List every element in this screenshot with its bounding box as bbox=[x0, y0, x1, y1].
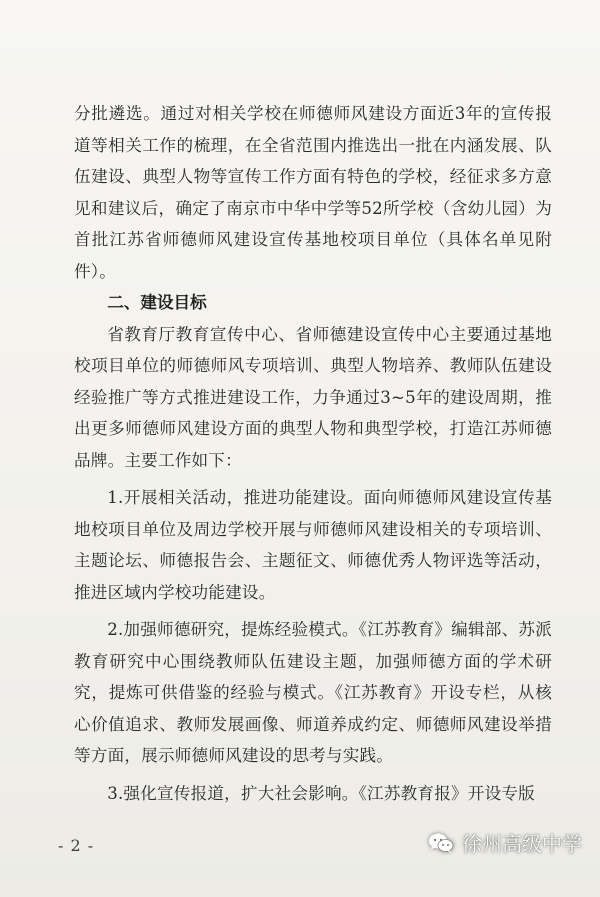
paragraph-intro: 分批遴选。通过对相关学校在师德师风建设方面近3年的宣传报道等相关工作的梳理，在全省范围内推选出一批在内涵发展、队伍建设、典型人物等宣传工作方面有特色的学校，经征求多方意见和建议后，确定了南京市中华中学等52所学校（含幼儿园）为首批江苏省师德师风建设宣传基地校项目单位（具体名单见附件）。 bbox=[74, 104, 552, 281]
wechat-icon bbox=[428, 832, 454, 854]
paragraph-goals: 省教育厅教育宣传中心、省师德建设宣传中心主要通过基地校项目单位的师德师风专项培训、典型人物培养、教师队伍建设经验推广等方式推进建设工作，力争通过3~5年的建设周期，推出更多师德师风建设方面的典型人物和典型学校，打造江苏师德品牌。主要工作如下： bbox=[74, 324, 552, 470]
watermark bbox=[428, 828, 582, 857]
watermark-label: 徐州高级中学 bbox=[462, 832, 582, 856]
paragraph-item-1: 1.开展相关活动，推进功能建设。面向师德师风建设宣传基地校项目单位及周边学校开展与师德师风建设相关的专项培训、主题论坛、师德报告会、主题征文、师德优秀人物评选等活动，推进区域内学校功能建设。 bbox=[74, 488, 552, 602]
document-body bbox=[74, 98, 552, 809]
section-heading-goals: 二、建设目标 bbox=[107, 293, 207, 312]
paragraph-item-3: 3.强化宣传报道，扩大社会影响。《江苏教育报》开设专版 bbox=[107, 783, 535, 803]
paragraph-item-2: 2.加强师德研究，提炼经验模式。《江苏教育》编辑部、苏派教育研究中心围绕教师队伍建设主题，加强师德方面的学术研究，提炼可供借鉴的经验与模式。《江苏教育》开设专栏，从核心价值追求、教师发展画像、师道养成约定、师德师风建设举措等方面，展示师德师风建设的思考与实践。 bbox=[74, 620, 552, 765]
page-number: - 2 - bbox=[58, 836, 95, 855]
